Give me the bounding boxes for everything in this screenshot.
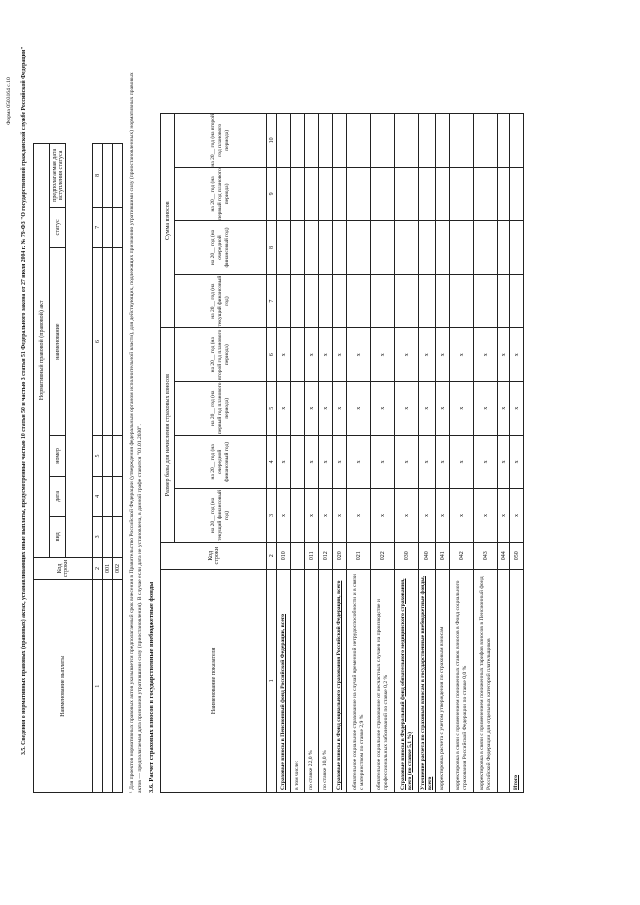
table-cell (305, 114, 319, 168)
col-num: 8 (267, 221, 277, 275)
section-3-6-title: 3.6. Расчет страховых взносов в государственные внебюджетные фонды (148, 581, 155, 793)
cross-mark: x (305, 489, 319, 543)
cross-mark: x (510, 381, 524, 435)
col-base-header: Размер базы для начисления страховых взносов (161, 328, 175, 542)
cross-mark: x (474, 381, 498, 435)
cross-mark: x (277, 489, 291, 543)
table-cell (395, 167, 419, 221)
table-cell (395, 274, 419, 328)
row-code: 043 (474, 542, 498, 569)
col-act-header: Нормативный правовой (правовой) акт (34, 144, 50, 558)
row-name: корректировка расчета с учетом утверждения по страховым взносам (436, 569, 450, 792)
cross-mark: x (395, 381, 419, 435)
year-header: на 20__ год (на текущий финансовый год) (175, 274, 267, 328)
table-cell (113, 580, 123, 793)
col-num: 5 (267, 381, 277, 435)
col-pred-date-header: предполагаемая дата вступления статуса (50, 144, 66, 208)
table-cell (333, 274, 347, 328)
row-code: 044 (498, 542, 510, 569)
col-num: 2 (267, 542, 277, 569)
table-cell (474, 221, 498, 275)
row-code: 050 (510, 542, 524, 569)
row-code: 022 (371, 542, 395, 569)
form-code: Форма 0503164 с.10 (6, 77, 12, 125)
col-num: 7 (267, 274, 277, 328)
cross-mark: x (450, 489, 474, 543)
cross-mark: x (498, 435, 510, 489)
row-name: Итого (510, 569, 524, 792)
year-header: на 20__ год (на второй год планового периода) (175, 114, 267, 168)
table-cell (333, 114, 347, 168)
cross-mark: x (474, 435, 498, 489)
cross-mark: x (305, 435, 319, 489)
cross-mark: x (395, 489, 419, 543)
table-cell (333, 221, 347, 275)
cross-mark: x (319, 328, 333, 382)
table-cell (450, 274, 474, 328)
row-code: 002 (113, 557, 123, 580)
table-cell (291, 167, 305, 221)
section-3-5-table (33, 143, 123, 793)
cross-mark: x (347, 381, 371, 435)
table-cell (277, 221, 291, 275)
table-cell (319, 114, 333, 168)
col-num: 3 (267, 489, 277, 543)
row-code (291, 542, 305, 569)
row-name: в том числе: (291, 569, 305, 792)
table-cell (319, 167, 333, 221)
table-cell (371, 274, 395, 328)
table-row (395, 114, 419, 793)
row-name (498, 569, 510, 792)
cross-mark: x (277, 328, 291, 382)
table-cell (450, 167, 474, 221)
table-cell (474, 167, 498, 221)
row-code: 020 (333, 542, 347, 569)
table-cell (277, 274, 291, 328)
row-name: обязательное социальное страхование от несчастных случаев на производстве и профессиональных заболеваний по ставке 0,2 % (371, 569, 395, 792)
table-cell (319, 221, 333, 275)
cross-mark: x (419, 489, 436, 543)
cross-mark: x (277, 381, 291, 435)
table-cell (291, 489, 305, 543)
table-cell (419, 221, 436, 275)
table-row (498, 114, 510, 793)
table-row (319, 114, 333, 793)
table-cell (371, 167, 395, 221)
table-cell (436, 274, 450, 328)
cross-mark: x (305, 328, 319, 382)
row-code: 001 (103, 557, 113, 580)
year-header: на 20__ год (на второй год планового периода) (175, 328, 267, 382)
col-status-header: статус (50, 207, 66, 248)
footnote-1: ¹ Для проектов нормативных правовых актов указывается предполагаемый срок внесения в Правительство Российской Федерации (утверждения федеральным органом исполнительной власти), для действующих, подлежащих признанию утратившими силу (приостановленных) нормативных правовых (129, 72, 135, 793)
table-row (333, 114, 347, 793)
row-code: 021 (347, 542, 371, 569)
table-cell (291, 221, 305, 275)
cross-mark: x (347, 328, 371, 382)
table-cell (103, 580, 113, 793)
row-code: 042 (450, 542, 474, 569)
col-num: 1 (93, 580, 103, 793)
cross-mark: x (436, 489, 450, 543)
year-header: на 20__ год (на очередной финансовый год) (175, 221, 267, 275)
col-num: 9 (267, 167, 277, 221)
table-cell (277, 114, 291, 168)
row-name: Страховые взносы в Фонд социального страхования Российской Федерации, всего (333, 569, 347, 792)
table-cell (347, 274, 371, 328)
table-cell (347, 221, 371, 275)
col-type-header: вид (50, 517, 66, 557)
cross-mark: x (510, 489, 524, 543)
row-name: Страховые взносы в Федеральный фонд обязательного медицинского страхования, всего (по ставке 5,1 %) (395, 569, 419, 792)
table-cell (498, 274, 510, 328)
col-num: 3 (93, 517, 103, 557)
section-3-6-table (160, 113, 524, 793)
cross-mark: x (305, 381, 319, 435)
row-name: корректировка в связи с применением пониженных ставок взносов в Фонд социального страхования Российской Федерации по ставке 0,0 % (450, 569, 474, 792)
table-row (510, 114, 524, 793)
year-header: на 20__ год (на текущий финансовый год) (175, 489, 267, 543)
table-row (371, 114, 395, 793)
row-name: Страховые взносы в Пенсионный фонд Российской Федерации, всего (277, 569, 291, 792)
row-code: 041 (436, 542, 450, 569)
row-name: по ставке 22,0 % (305, 569, 319, 792)
col-sum-header: Сумма взносов (161, 114, 175, 328)
cross-mark: x (371, 328, 395, 382)
cross-mark: x (436, 435, 450, 489)
col-num: 6 (267, 328, 277, 382)
table-cell (371, 114, 395, 168)
table-cell (291, 114, 305, 168)
cross-mark: x (498, 381, 510, 435)
cross-mark: x (436, 381, 450, 435)
col-num: 5 (93, 436, 103, 477)
table-row (305, 114, 319, 793)
table-row (419, 114, 436, 793)
table-cell (291, 328, 305, 382)
col-num: 4 (93, 476, 103, 516)
table-cell (319, 274, 333, 328)
cross-mark: x (510, 328, 524, 382)
col-num: 6 (93, 248, 103, 436)
table-cell (436, 221, 450, 275)
col-date-header: дата (50, 476, 66, 516)
cross-mark: x (450, 381, 474, 435)
cross-mark: x (371, 381, 395, 435)
table-cell (347, 114, 371, 168)
row-code: 040 (419, 542, 436, 569)
col-num: 7 (93, 207, 103, 248)
cross-mark: x (419, 328, 436, 382)
table-cell (474, 274, 498, 328)
cross-mark: x (395, 435, 419, 489)
year-header: на 20__ год (на первый год планового периода) (175, 381, 267, 435)
cross-mark: x (347, 489, 371, 543)
table-row (450, 114, 474, 793)
col-num: 4 (267, 435, 277, 489)
row-code: 010 (277, 542, 291, 569)
row-code: 030 (395, 542, 419, 569)
table-row (436, 114, 450, 793)
table-cell (419, 114, 436, 168)
cross-mark: x (419, 381, 436, 435)
cross-mark: x (436, 328, 450, 382)
table-cell (291, 435, 305, 489)
table-cell (498, 221, 510, 275)
table-cell (498, 114, 510, 168)
table-cell (419, 167, 436, 221)
cross-mark: x (498, 489, 510, 543)
year-header: на 20__ год (на первый год планового периода) (175, 167, 267, 221)
row-name: Уточнение расчета по страховым взносам в государственные внебюджетные фонды, всего (419, 569, 436, 792)
table-cell (277, 167, 291, 221)
table-cell (510, 274, 524, 328)
col-code-header: Код строки (161, 542, 267, 569)
row-name: обязательное социальное страхование на случай временной нетрудоспособности и в связи с материнством по ставке 2,9 % (347, 569, 371, 792)
table-cell (510, 221, 524, 275)
table-cell (436, 114, 450, 168)
cross-mark: x (319, 381, 333, 435)
table-cell (305, 274, 319, 328)
table-cell (498, 167, 510, 221)
row-name: корректировка в связи с применением пониженных тарифов взносов в Пенсионный фонд Российской Федерации для отдельных категорий плательщиков (474, 569, 498, 792)
footnote-2: актов — предполагаемая дата признания утратившими силу (приостановления). В случае если дата не установлена, в данной графе ставится "01.01.2030". (137, 424, 143, 793)
table-cell (419, 274, 436, 328)
table-cell (333, 167, 347, 221)
table-row (347, 114, 371, 793)
table-cell (291, 274, 305, 328)
col-name-header: Наименование выплаты (34, 580, 93, 793)
col-num: 8 (93, 144, 103, 208)
table-cell (305, 221, 319, 275)
table-row (277, 114, 291, 793)
row-code: 012 (319, 542, 333, 569)
cross-mark: x (371, 489, 395, 543)
row-name: по ставке 10,0 % (319, 569, 333, 792)
table-cell (395, 114, 419, 168)
cross-mark: x (419, 435, 436, 489)
col-number-header: номер (50, 436, 66, 477)
cross-mark: x (319, 489, 333, 543)
section-3-5-title: 3.5. Сведения о нормативных правовых (правовых) актах, устанавливающих иные выплаты, предусмотренные частью 10 статьи 50 и частью 3 статьи 51 Федерального закона от 27 июля 2004 г. № 79-ФЗ "О государственной гражданской службе Российской Федерации" (21, 46, 27, 755)
cross-mark: x (333, 328, 347, 382)
table-cell (510, 114, 524, 168)
cross-mark: x (474, 328, 498, 382)
table-cell (291, 381, 305, 435)
table-cell (450, 221, 474, 275)
cross-mark: x (277, 435, 291, 489)
col-num: 2 (93, 557, 103, 580)
table-row (474, 114, 498, 793)
table-cell (450, 114, 474, 168)
cross-mark: x (395, 328, 419, 382)
year-header: на 20__ год (на очередной финансовый год) (175, 435, 267, 489)
table-cell (371, 221, 395, 275)
col-num: 10 (267, 114, 277, 168)
cross-mark: x (347, 435, 371, 489)
cross-mark: x (319, 435, 333, 489)
col-code-header: Код строки (34, 557, 93, 580)
col-title-header: наименование (50, 248, 66, 436)
col-name-header: Наименование показателя (161, 569, 267, 792)
cross-mark: x (450, 328, 474, 382)
table-cell (395, 221, 419, 275)
cross-mark: x (498, 328, 510, 382)
cross-mark: x (474, 489, 498, 543)
col-num: 1 (267, 569, 277, 792)
cross-mark: x (333, 435, 347, 489)
row-code: 011 (305, 542, 319, 569)
table-cell (436, 167, 450, 221)
cross-mark: x (333, 489, 347, 543)
table-cell (305, 167, 319, 221)
table-cell (347, 167, 371, 221)
cross-mark: x (333, 381, 347, 435)
cross-mark: x (450, 435, 474, 489)
table-cell (510, 167, 524, 221)
cross-mark: x (371, 435, 395, 489)
table-cell (474, 114, 498, 168)
table-row (291, 114, 305, 793)
cross-mark: x (510, 435, 524, 489)
